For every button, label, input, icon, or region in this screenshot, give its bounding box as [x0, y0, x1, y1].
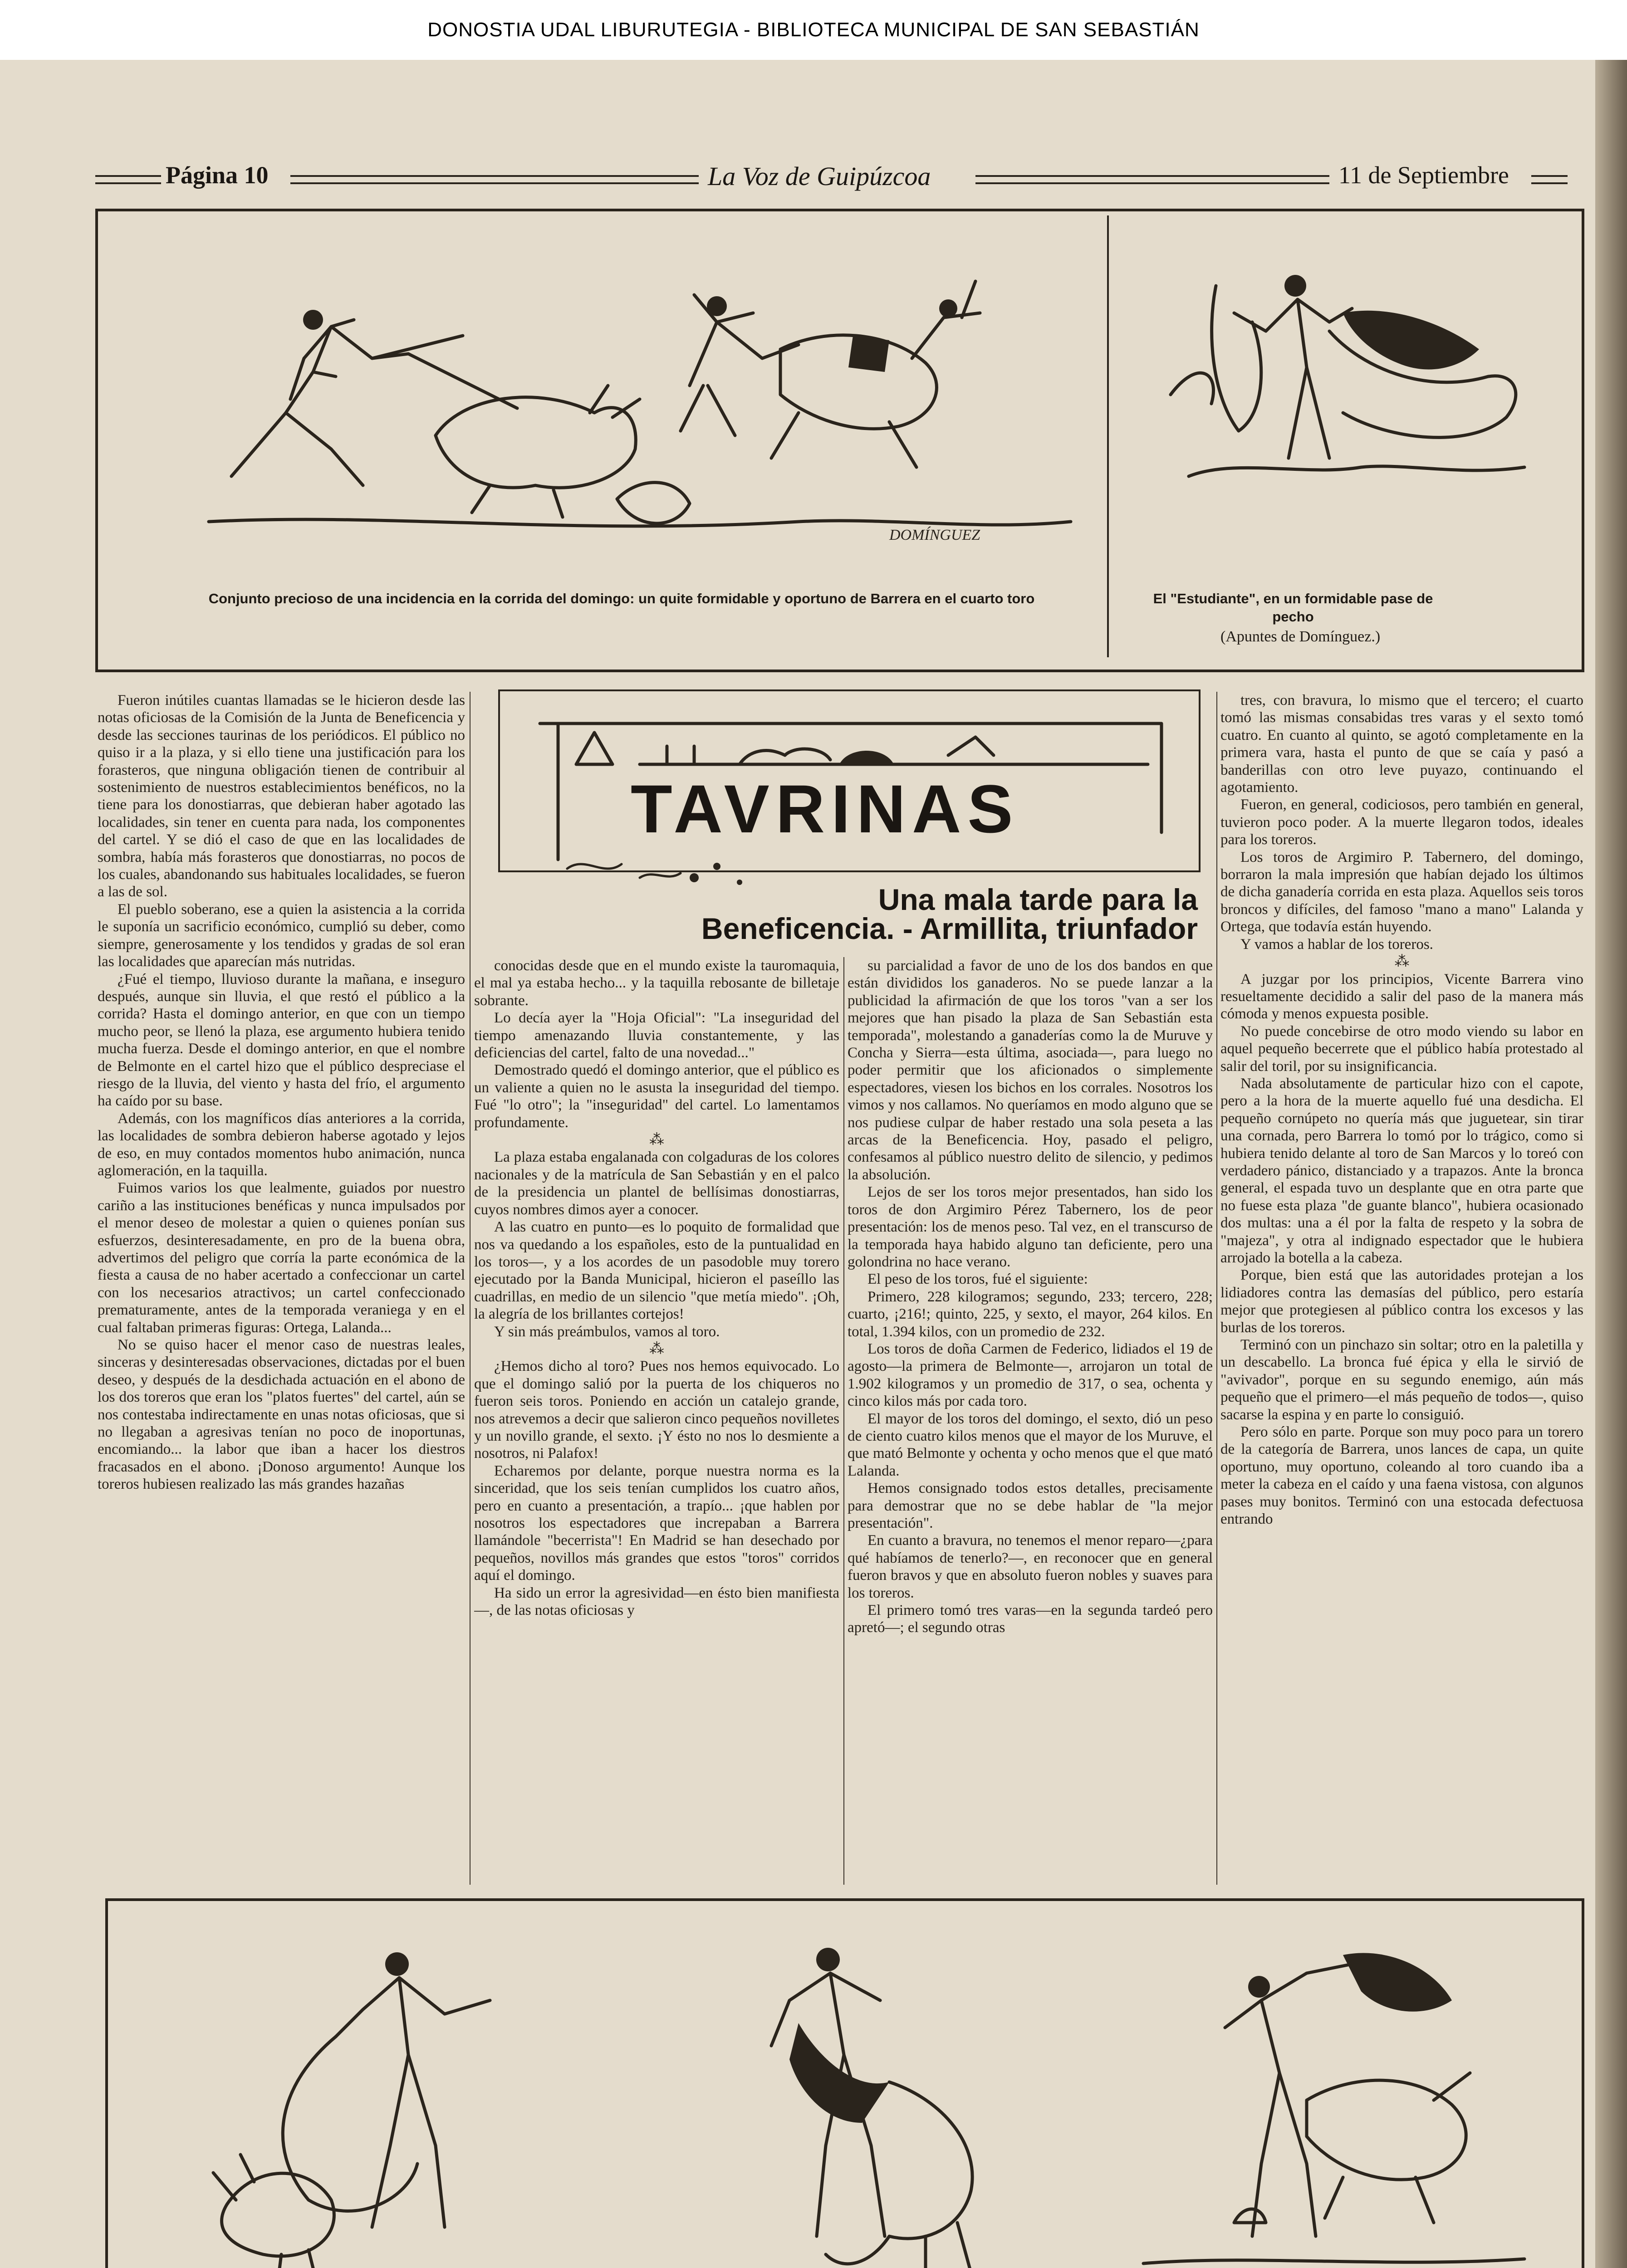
article-paragraph: La plaza estaba engalanada con colgaduras de los colores nacionales y de la matrícula de San Sebastián y en el palco de la presidencia un plantel de bellísimas donostiarras, cuyos nombres dimos ayer a conocer. [474, 1149, 839, 1218]
article-paragraph: El peso de los toros, fué el siguiente: [867, 1271, 1088, 1288]
article-paragraph: A juzgar por los principios, Vicente Barrera vino resueltamente decidido a salir del paso de la manera más cómoda y menos expuesta posible. [1220, 971, 1583, 1022]
article-paragraph: No puede concebirse de otro modo viendo su labor en aquel pequeño becerrete que el público había protestado al salir del toril, por su insignificancia. [1220, 1023, 1583, 1075]
column-rule [843, 957, 844, 1885]
article-paragraph: Ha sido un error la agresividad—en ésto bien manifiesta—, de las notas oficiosas y [474, 1584, 839, 1619]
article-paragraph: En cuanto a bravura, no tenemos el menor reparo—¿para qué habíamos de tenerlo?—, en reconocer que en general fueron bravos y que en absoluto fueron nobles y suaves para los toreros. [848, 1532, 1213, 1601]
header-rule [975, 175, 1329, 184]
header-rule [290, 175, 699, 184]
article-paragraph: Y sin más preámbulos, vamos al toro. [494, 1323, 720, 1340]
article-paragraph: Fuimos varios los que lealmente, guiados por nuestro cariño a las instituciones benéficas y nunca impulsados por el menor deseo de molestar a quien o quienes ponían sus esfuerzos, desinteresadamente, en pro de la buena obra, advertimos del peligro que corría la parte económica de la fiesta a causa de no haber acertado a confeccionar un cartel con los necesarios atractivos; un cartel confeccionado prematuramente, antes de la temporada veraniega y en el cual faltaban primeras figuras: Ortega, Lalanda... [98, 1180, 465, 1336]
article-paragraph: Nada absolutamente de particular hizo con el capote, pero a la hora de la muerte aquello fué una desdicha. El pequeño cornúpeto no quería más que juguetear, sin tirar una cornada, pero Barrera lo tomó por lo trágico, como si hubiera tenido delante al toro de San Marcos y lo toreó con verdadero pánico, distanciado y a trapazos. Ante la bronca general, el espada tuvo un desplante que en otra parte que no fuese esta plaza "de guante blanco", hubiera ocasionado dos multas: una a él por la falta de respeto y la sobra de "majeza", y otra al indignado espectador que le hubiera arrojado la botella a la cabeza. [1220, 1075, 1583, 1266]
page-number: Página 10 [166, 161, 269, 189]
bullfight-sketch-quite [118, 222, 1093, 567]
section-ornament: ⁂ [649, 1132, 664, 1149]
top-illustration-caption-left: Conjunto precioso de una incidencia en la corrida del domingo: un quite formidable y oportuno de Barrera en el cuarto toro [208, 591, 1035, 606]
article-paragraph: Porque, bien está que las autoridades protejan a los lidiadores contra las demasías del público, pero estaría mejor que protegiesen al público contra los excesos y las burlas de los toreros. [1220, 1267, 1583, 1336]
article-paragraph: A las cuatro en punto—es lo poquito de formalidad que nos va quedando a los españoles, esto de la puntualidad en los toros—, y a los acordes de un pasodoble muy torero ejecutado por la Banda Municipal, hicieron el paseíllo las cuadrillas, en medio de un silencio "que metía miedo". ¡Oh, la alegría de los brillantes cortejos! [474, 1219, 839, 1323]
header-rule [1531, 175, 1568, 184]
archive-banner [0, 0, 1627, 60]
illustrator-signature: DOMÍNGUEZ [889, 527, 980, 543]
headline-line-1: Una mala tarde para la [878, 883, 1198, 916]
article-paragraph: Los toros de Argimiro P. Tabernero, del domingo, borraron la mala impresión que habían dejado los últimos de dicha ganadería corrida en esta plaza. Aquellos seis toros broncos y difíciles, del famoso "mano a mano" Lalanda y Ortega, que todavía están huyendo. [1220, 849, 1583, 935]
section-ornament: ⁂ [649, 1340, 664, 1357]
article-paragraph: Lo decía ayer la "Hoja Oficial": "La inseguridad del tiempo amenazando lluvia constantemente, y las deficiencias del cartel, falto de una novedad..." [474, 1010, 839, 1061]
article-column-1 [98, 692, 465, 1887]
article-paragraph: Fueron, en general, codiciosos, pero también en general, tuvieron poco poder. A la muerte llegaron todos, ideales para los toreros. [1220, 797, 1583, 848]
headline-line-2: Beneficencia. - Armillita, triunfador [701, 912, 1198, 945]
article-column-4 [1220, 692, 1583, 1887]
article-paragraph: Los toros de doña Carmen de Federico, lidiados el 19 de agosto—la primera de Belmonte—, arrojaron un total de 1.902 kilogramos y un promedio de 317, o sea, ochenta y cinco kilos más por cada toro. [848, 1340, 1213, 1410]
issue-date: 11 de Septiembre [1338, 161, 1509, 189]
article-paragraph: Fueron inútiles cuantas llamadas se le hicieron desde las notas oficiosas de la Comisión de la Junta de Beneficencia y desde las secciones taurinas de los periódicos. El público no quiso ir a la plaza, y si ello tiene una justificación para los forasteros, que ninguna obligación tienen de contribuir al sostenimiento de nuestros establecimientos benéficos, no la tiene para los donostiarras, que debieran haber agotado las localidades, sin tener en cuenta para nada, los componentes del cartel. Y se dió el caso de que en las localidades de sombra, había más forasteros que donostiarras, no pocos de los cuales, abandonando sus habituales localidades, se fueron a las de sol. [98, 692, 465, 900]
article-paragraph: Demostrado quedó el domingo anterior, que el público es un valiente a quien no le asusta la inseguridad del tiempo. Fué "lo otro"; la "inseguridad" del cartel. Lo lamentamos profundamente. [474, 1062, 839, 1131]
top-illustration-credit: (Apuntes de Domínguez.) [1220, 628, 1381, 645]
article-paragraph: El pueblo soberano, ese a quien la asistencia a la corrida le suponía un sacrificio económico, cumplió su deber, como siempre, generosamente y los tendidos y gradas de sol eran las localidades que aparecían más nutridas. [98, 901, 465, 970]
article-paragraph: Y vamos a hablar de los toreros. [1240, 936, 1433, 953]
section-title: TAVRINAS [631, 771, 1019, 847]
section-ornament: ⁂ [1394, 953, 1410, 970]
article-paragraph: ¿Hemos dicho al toro? Pues nos hemos equivocado. Lo que el domingo salió por la puerta de los chiqueros no fueron seis toros. Poniendo en acción un catalejo grande, nos atrevemos a decir que salieron cinco pequeños novilletes y un novillo grande, el sexto. ¡Y ésto no nos lo desmiente a nosotros, ni Palafox! [474, 1358, 839, 1462]
header-rule [95, 175, 161, 184]
archive-banner-text: DONOSTIA UDAL LIBURUTEGIA - BIBLIOTECA MUNICIPAL DE SAN SEBASTIÁN [427, 19, 1200, 41]
article-paragraph: ¿Fué el tiempo, lluvioso durante la mañana, e inseguro después, aunque sin lluvia, el que restó el público a la corrida? Hasta el domingo anterior, en que con un tiempo mucho peor, se llenó la plaza, ese argumento hubiera tenido mucha fuerza. Desde el domingo anterior, en que el nombre de Belmonte en el cartel hizo que el público despreciase el riesgo de la lluvia, del viento y hasta del frío, el argumento ha caído por su base. [98, 971, 465, 1110]
newspaper-name: La Voz de Guipúzcoa [708, 161, 931, 191]
article-paragraph: Pero sólo en parte. Porque son muy poco para un torero de la categoría de Barrera, unos lances de capa, un quite oportuno, muy oportuno, coleando al toro cuando iba a meter la cabeza en el caído y una faena vistosa, con algunos pases muy bonitos. Terminó con una estocada defectuosa entrando [1220, 1424, 1583, 1528]
article-paragraph: conocidas desde que en el mundo existe la tauromaquia, el mal ya estaba hecho... y la taquilla rebosante de billetaje sobrante. [474, 958, 839, 1009]
article-paragraph: Echaremos por delante, porque nuestra norma es la sinceridad, que los seis tenían cumplidos los cuatro años, pero en cuanto a presentación, a trapío... ¡que hablen por nosotros los espectadores que increpaban a Barrera llamándole "becerrista"! En Madrid se han desechado por pequeños, novillos más grandes que estos "toros" corridos aquí el domingo. [474, 1462, 839, 1584]
bullfight-sketch-pase-de-pecho [1116, 222, 1570, 567]
article-paragraph: No se quiso hacer el menor caso de nuestras leales, sinceras y desinteresadas observaciones, dictadas por el buen deseo, y después de la desdichada actuación en el abono de los dos toreros que eran los "platos fuertes" del cartel, aún se nos contestaba indirectamente en unas notas oficiosas, que si no llegaban a agresivas tenían no poco de inoportunas, encomiando... la labor que iban a hacer los diestros fracasados en el abono. ¡Donoso argumento! Aunque los toreros hubiesen realizado las más grandes hazañas [98, 1337, 465, 1493]
section-logo-art [504, 696, 1193, 896]
article-column-2 [474, 957, 839, 1887]
article-paragraph: su parcialidad a favor de uno de los dos bandos en que están divididos los ganaderos. No se puede lanzar a la publicidad la afirmación de que los toros "van a ser los mejores que han pisado la plaza de San Sebastián esta temporada", molestando a ganaderías como la de Muruve y Concha y Sierra—esta última, asociada—, para luego no poder permitir que los aficionados o simplemente espectadores, viesen los bichos en los corrales. Nosotros los vimos y nos callamos. No queríamos en modo alguno que se nos pudiese culpar de haber restado una sola peseta a las arcas de la Beneficencia. Hoy, pasado el peligro, confesamos al público nuestro delito de silencio, y pedimos la absolución. [848, 958, 1213, 1183]
article-paragraph: El primero tomó tres varas—en la segunda tardeó pero apretó—; el segundo otras [848, 1602, 1213, 1636]
top-illustration-caption-right: El "Estudiante", en un formidable pase de pecho [1153, 591, 1433, 625]
article-paragraph: Terminó con un pinchazo sin soltar; otro en la paletilla y un descabello. La bronca fué épica y ella le sirvió de "avivador", porque en su segundo enemigo, aún más pequeño que el primero—el más pequeño de todos—, quiso sacarse la espina y en parte lo consiguió. [1220, 1337, 1583, 1423]
article-paragraph: Además, con los magníficos días anteriores a la corrida, las localidades de sombra debieron haberse agotado y lejos de eso, en muy contados momentos hubo animación, nunca aglomeración, en la taquilla. [98, 1110, 465, 1179]
article-column-3 [848, 957, 1213, 1887]
top-illustration-divider [1107, 215, 1109, 657]
article-paragraph: tres, con bravura, lo mismo que el tercero; el cuarto tomó las mismas consabidas tres varas y el sexto tomó cuatro. En cuanto al quinto, se agotó completamente en la primera vara, hasta el punto de que se caía y pasó a banderillas con otro leve puyazo, continuando el agotamiento. [1220, 692, 1583, 796]
article-paragraph: Hemos consignado todos estos detalles, precisamente para demostrar que no se debe hablar de "la mejor presentación". [848, 1480, 1213, 1531]
article-paragraph: El mayor de los toros del domingo, el sexto, dió un peso de ciento cuatro kilos menos que el mayor de los Muruve, el que mató Belmonte y ochenta y ocho menos que el que mató Lalanda. [848, 1410, 1213, 1479]
article-paragraph: Lejos de ser los toros mejor presentados, han sido los toros de don Argimiro Pérez Tabernero, los de peor presentación: los de menos peso. Tal vez, en el transcurso de la temporada haya habido alguno tan deficiente, pero una golondrina no hace verano. [848, 1184, 1213, 1270]
armillita-sketches [118, 1910, 1570, 2268]
column-rule [1216, 692, 1217, 1885]
article-paragraph: Primero, 228 kilogramos; segundo, 233; tercero, 228; cuarto, ¡216!; quinto, 225, y sexto, el mayor, 264 kilos. En total, 1.394 kilos, con un promedio de 232. [848, 1288, 1213, 1340]
page-binding-edge [1595, 60, 1627, 2268]
